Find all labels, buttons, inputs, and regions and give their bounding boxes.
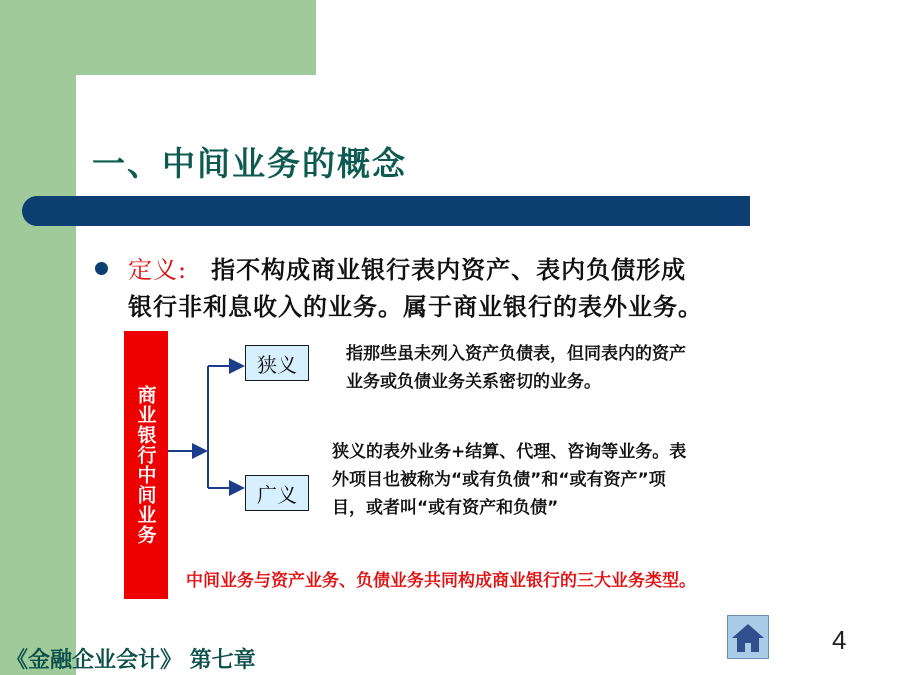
broad-desc-line: 狭义的表外业务+结算、代理、咨询等业务。表 <box>332 442 687 462</box>
broad-description <box>332 438 686 522</box>
definition-text-1: 指不构成商业银行表内资产、表内负债形成 <box>211 255 687 284</box>
bank-intermediate-business-box: 商业银行中间业务 <box>124 331 168 599</box>
broad-sense-box: 广义 <box>245 475 309 511</box>
definition-line-2: 银行非利息收入的业务。属于商业银行的表外业务。 <box>128 292 703 321</box>
narrow-desc-line: 业务或负债业务关系密切的业务。 <box>346 372 601 392</box>
home-icon <box>728 616 768 658</box>
page-number: 4 <box>832 625 847 655</box>
broad-desc-line: 外项目也被称为“或有负债”和“或有资产”项 <box>332 470 666 490</box>
narrow-desc-line: 指那些虽未列入资产负债表，但同表内的资产 <box>346 344 686 364</box>
summary-text: 中间业务与资产业务、负债业务共同构成商业银行的三大业务类型。 <box>186 571 696 591</box>
footer-text: 《金融企业会计》 第七章 <box>6 647 256 673</box>
home-button[interactable] <box>727 615 769 659</box>
slide-title: 一、中间业务的概念 <box>92 144 407 183</box>
narrow-description <box>346 340 686 396</box>
broad-desc-line: 目，或者叫“或有资产和负债” <box>332 498 559 518</box>
definition-label: 定义: <box>128 256 188 284</box>
narrow-sense-box: 狭义 <box>245 345 309 381</box>
